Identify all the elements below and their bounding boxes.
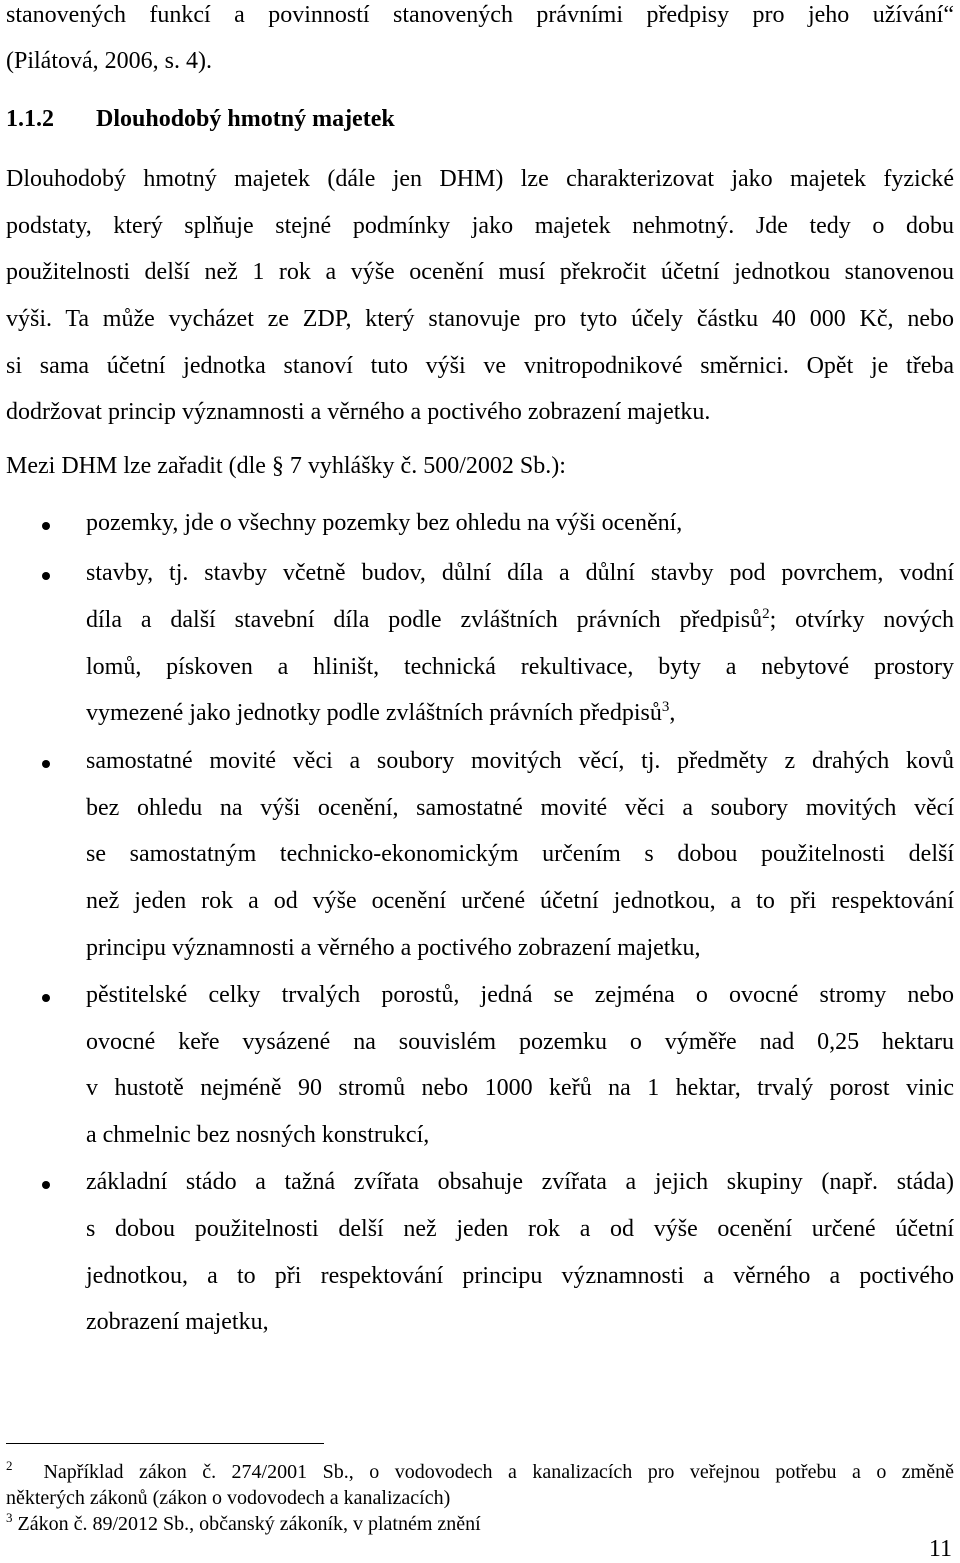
section-heading <box>6 104 395 134</box>
list-item-line: jednotkou, a to při respektování principu významnosti a věrného a poctivého <box>86 1263 954 1289</box>
list-item-line: pozemky, jde o všechny pozemky bez ohledu na výši ocenění, <box>86 510 683 536</box>
list-item-line: bez ohledu na výši ocenění, samostatné movité věci a soubory movitých věcí <box>86 795 954 821</box>
list-item-line: a chmelnic bez nosných konstrukcí, <box>86 1122 430 1148</box>
bullet-icon <box>42 1181 50 1189</box>
bullet-icon <box>42 572 50 580</box>
section-title: Dlouhodobý hmotný majetek <box>96 106 395 132</box>
intro-line-2: (Pilátová, 2006, s. 4). <box>6 48 212 74</box>
list-item-line: díla a další stavební díla podle zvláštních právních předpisů$^2$; otvírky nových <box>86 606 954 633</box>
intro-line-1: stanovených funkcí a povinností stanovených právními předpisy pro jeho užívání“ <box>6 2 954 28</box>
bullet-icon <box>42 994 50 1002</box>
bullet-icon <box>42 760 50 768</box>
page-number: 11 <box>928 1536 952 1562</box>
footnote-divider <box>6 1443 324 1444</box>
list-item-line: v hustotě nejméně 90 stromů nebo 1000 keřů na 1 hektar, trvalý porost vinic <box>86 1075 954 1101</box>
list-item-line: principu významnosti a věrného a poctivého zobrazení majetku, <box>86 935 701 961</box>
list-item-line: samostatné movité věci a soubory movitých věcí, tj. předměty z drahých kovů <box>86 748 954 774</box>
bullet-icon <box>42 522 50 530</box>
paragraph-line-3: použitelnosti delší než 1 rok a výše ocenění musí překročit účetní jednotkou stanovenou <box>6 259 954 285</box>
paragraph-line-7: Mezi DHM lze zařadit (dle § 7 vyhlášky č. 500/2002 Sb.): <box>6 453 566 479</box>
list-item-line: zobrazení majetku, <box>86 1309 269 1335</box>
paragraph-line-4: výši. Ta může vycházet ze ZDP, který stanovuje pro tyto účely částku 40 000 Kč, nebo <box>6 306 954 332</box>
list-item-line: s dobou použitelnosti delší než jeden rok a od výše ocenění určené účetní <box>86 1216 954 1242</box>
list-item-line: než jeden rok a od výše ocenění určené účetní jednotkou, a to při respektování <box>86 888 954 914</box>
footnote-mark: 2 <box>6 1458 13 1473</box>
list-item-line: lomů, pískoven a hliništ, technická rekultivace, byty a nebytové prostory <box>86 654 954 680</box>
paragraph-line-5: si sama účetní jednotka stanoví tuto výši ve vnitropodnikové směrnici. Opět je třeba <box>6 353 954 379</box>
footnote-mark: 3 <box>6 1510 13 1525</box>
footnote-2-line-2: některých zákonů (zákon o vodovodech a kanalizacích) <box>6 1487 451 1509</box>
paragraph-line-1: Dlouhodobý hmotný majetek (dále jen DHM) lze charakterizovat jako majetek fyzické <box>6 166 954 192</box>
list-item-line: pěstitelské celky trvalých porostů, jedná se zejména o ovocné stromy nebo <box>86 982 954 1008</box>
section-number: 1.1.2 <box>6 106 54 132</box>
list-item-line: základní stádo a tažná zvířata obsahuje zvířata a jejich skupiny (např. stáda) <box>86 1169 954 1195</box>
footnote-3: $^3$ Zákon č. 89/2012 Sb., občanský zákoník, v platném znění <box>6 1510 481 1535</box>
list-item-line: vymezené jako jednotky podle zvláštních právních předpisů$^3$, <box>86 699 676 726</box>
footnote-2-line-1: $^2$ Například zákon č. 274/2001 Sb., o vodovodech a kanalizacích pro veřejnou potřebu a o změně <box>6 1458 954 1483</box>
paragraph-line-6: dodržovat princip významnosti a věrného a poctivého zobrazení majetku. <box>6 399 711 425</box>
footnote-ref: 2 <box>762 606 770 622</box>
list-item-line: se samostatným technicko-ekonomickým určením s dobou použitelnosti delší <box>86 841 954 867</box>
list-item-line: ovocné keře vysázené na souvislém pozemku o výměře nad 0,25 hektaru <box>86 1029 954 1055</box>
footnote-ref: 3 <box>661 699 670 715</box>
paragraph-line-2: podstaty, který splňuje stejné podmínky jako majetek nehmotný. Jde tedy o dobu <box>6 213 954 239</box>
list-item-line: stavby, tj. stavby včetně budov, důlní díla a důlní stavby pod povrchem, vodní <box>86 560 954 586</box>
